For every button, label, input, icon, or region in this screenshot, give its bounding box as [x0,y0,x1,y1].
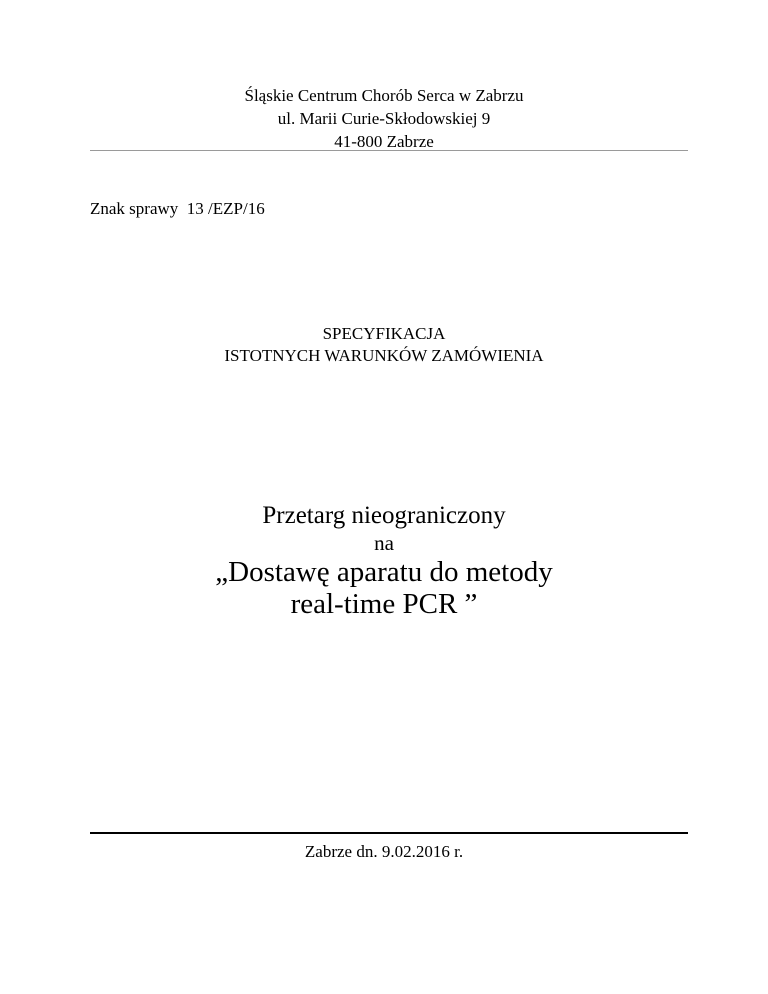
letterhead [0,84,768,153]
tender-description [0,502,768,620]
tender-type: Przetarg nieograniczony [262,502,506,529]
tender-connector: na [374,531,394,555]
tender-subject-line1: „Dostawę aparatu do metody [215,556,553,588]
specification-title [0,323,768,367]
footer-divider [90,832,688,834]
institution-city: 41-800 Zabrze [334,132,434,151]
specification-title-line2: ISTOTNYCH WARUNKÓW ZAMÓWIENIA [224,346,544,365]
specification-title-line1: SPECYFIKACJA [322,324,446,343]
letterhead-divider [90,150,688,151]
tender-subject-line2: real-time PCR ” [290,588,478,620]
institution-name: Śląskie Centrum Chorób Serca w Zabrzu [244,86,524,105]
place-and-date: Zabrze dn. 9.02.2016 r. [304,842,464,861]
institution-street: ul. Marii Curie-Skłodowskiej 9 [277,109,491,128]
case-reference: Znak sprawy 13 /EZP/16 [90,199,265,218]
